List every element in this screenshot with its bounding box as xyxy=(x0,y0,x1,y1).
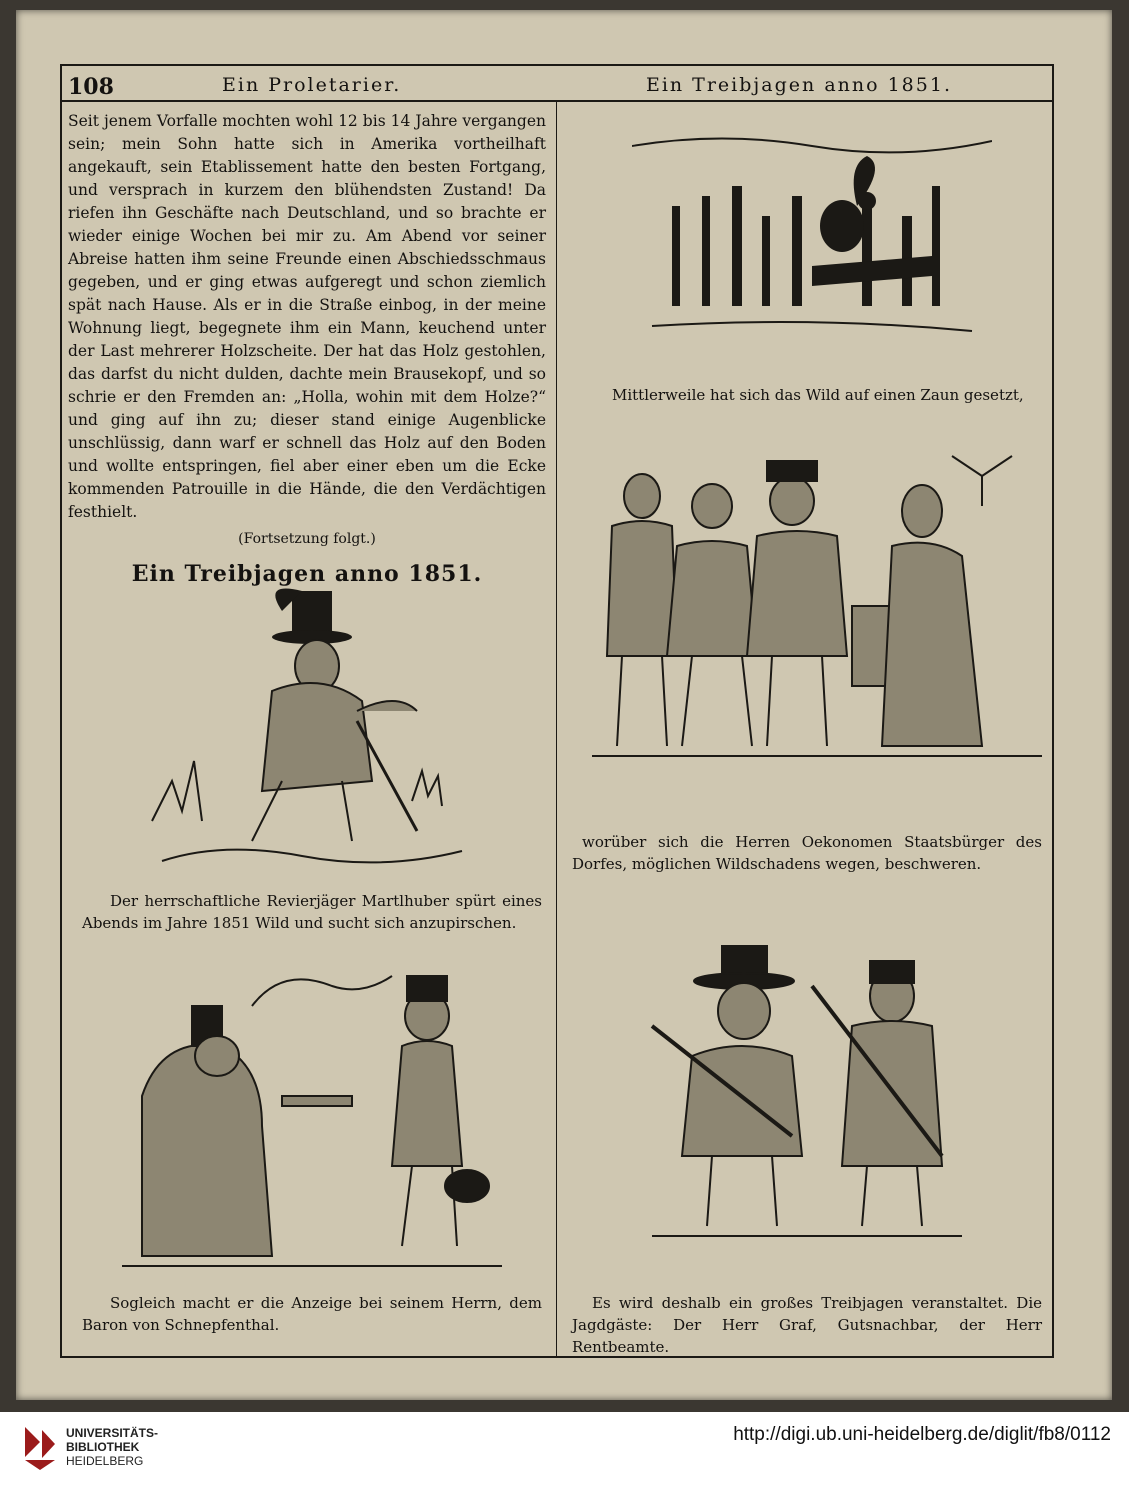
column-divider xyxy=(556,102,557,1356)
page-frame xyxy=(60,64,1054,1358)
illustration-hunter-stalking xyxy=(142,571,472,871)
caption-3: Mittlerweile hat sich das Wild auf einen Zaun gesetzt, xyxy=(612,386,1024,404)
right-running-title: Ein Treibjagen anno 1851. xyxy=(645,74,952,96)
section-title: Ein Treibjagen anno 1851. xyxy=(131,561,483,587)
illustration-report-to-baron xyxy=(122,946,502,1276)
left-column-text xyxy=(68,110,546,592)
library-name: UNIVERSITÄTS- BIBLIOTHEK HEIDELBERG xyxy=(66,1426,159,1468)
illustration-hunt-guests xyxy=(642,906,972,1246)
continuation-note: (Fortsetzung folgt.) xyxy=(238,531,376,547)
page-number: 108 xyxy=(68,74,114,100)
left-running-title: Ein Proletarier. xyxy=(222,74,402,96)
header-rule xyxy=(62,100,1052,102)
illustration-villagers-complain xyxy=(592,436,1042,766)
story-paragraph: Seit jenem Vorfalle mochten wohl 12 bis 14 Jahre vergangen sein; mein Sohn hatte sich in Amerika vortheilhaft angekauft, sein Etablissement hatte den besten Fortgang, und versprach in kurzem den blühendsten Zustand! Da riefen ihn Geschäfte nach Deutschland, und so brachte er wieder einige Wochen bei mir zu. Am Abend vor seiner Abreise hatten ihm seine Freunde einen Abschiedsschmaus gegeben, und er ging etwas aufgeregt und schon ziemlich spät nach Hause. Als er in die Straße einbog, in der meine Wohnung liegt, begegnete ihm ein Mann, keuchend unter der Last mehrerer Holzscheite. Der hat das Holz gestohlen, das darfst du nicht dulden, dachte mein Brausekopf, und so schrie er den Fremden an: „Holla, wohin mit dem Holze?“ und ging auf ihn zu; dieser stand einige Augenblicke unschlüssig, dann warf er schnell das Holz auf den Boden und wollte entspringen, fiel aber einer eben um die Ecke kommenden Patrouille in die Hände, die den Verdächtigen festhielt. xyxy=(68,112,546,521)
illustration-squirrel-on-fence xyxy=(632,126,992,336)
footer-bar xyxy=(0,1412,1129,1491)
caption-4: worüber sich die Herren Oekonomen Staatsbürger des Dorfes, möglichen Wildschadens wegen, beschweren. xyxy=(572,833,1042,873)
caption-2: Sogleich macht er die Anzeige bei seinem Herrn, dem Baron von Schnepfenthal. xyxy=(82,1294,542,1334)
caption-1: Der herrschaftliche Revierjäger Martlhuber spürt eines Abends im Jahre 1851 Wild und sucht sich anzupirschen. xyxy=(82,892,542,932)
document-url-link[interactable]: http://digi.ub.uni-heidelberg.de/diglit/fb8/0112 xyxy=(733,1424,1111,1445)
university-seal-icon xyxy=(20,1422,60,1472)
caption-5: Es wird deshalb ein großes Treibjagen veranstaltet. Die Jagdgäste: Der Herr Graf, Gutsnachbar, der Herr Rentbeamte. xyxy=(572,1294,1042,1356)
scanned-page xyxy=(16,10,1112,1400)
